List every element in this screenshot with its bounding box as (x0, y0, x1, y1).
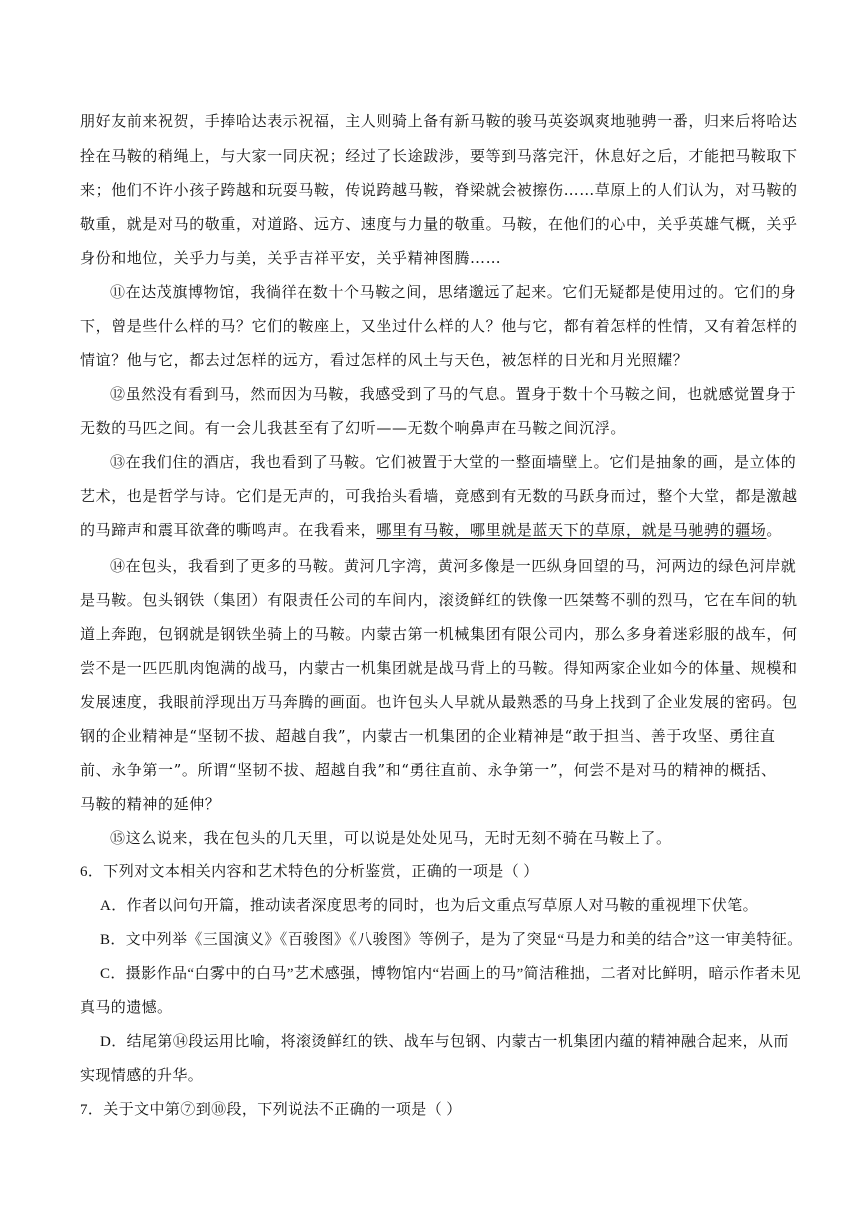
paragraph-12-line-2: 无数的马匹之间。有一会儿我甚至有了幻听——无数个响鼻声在马鞍之间沉浮。 (80, 419, 627, 437)
paragraph-14-line-6: 钢的企业精神是“坚韧不拔、超越自我”，内蒙古一机集团的企业精神是“敢于担当、善于攻坚、勇往直 (80, 727, 776, 745)
question-6-option-b: B．文中列举《三国演义》《百骏图》《八骏图》等例子，是为了突显“马是力和美的结合”这一审美特征。 (100, 932, 803, 948)
question-6-stem: 6．下列对文本相关内容和艺术特色的分析鉴赏，正确的一项是（ ） (80, 864, 539, 880)
paragraph-14-line-1: ⑭在包头，我看到了更多的马鞍。黄河几字湾，黄河多像是一匹纵身回望的马，河两边的绿色河岸就 (110, 557, 797, 575)
question-6-option-c-cont: 真马的遗憾。 (80, 1000, 173, 1016)
underlined-sentence: 哪里有马鞍，哪里就是蓝天下的草原，就是马驰骋的疆场 (376, 521, 767, 539)
paragraph-14-line-8: 马鞍的精神的延伸？ (80, 795, 221, 813)
paragraph-14-line-5: 发展速度，我眼前浮现出万马奔腾的画面。也许包头人早就从最熟悉的马身上找到了企业发展的密码。包 (80, 693, 798, 711)
question-7-stem: 7．关于文中第⑦到⑩段，下列说法不正确的一项是（ ） (80, 1102, 462, 1118)
paragraph-10-line-5: 身份和地位，关乎力与美，关乎吉祥平安，关乎精神图腾…… (80, 249, 502, 267)
paragraph-13-line-2: 艺术，也是哲学与诗。它们是无声的，可我抬头看墙，竟感到有无数的马跃身而过，整个大堂，都是激越 (80, 487, 798, 505)
question-6-option-a: A．作者以问句开篇，推动读者深度思考的同时，也为后文重点写草原人对马鞍的重视埋下伏笔。 (100, 898, 759, 914)
paragraph-14-line-7: 前、永争第一”。所谓“坚韧不拔、超越自我”和“勇往直前、永争第一”，何尝不是对马的精神的概括、 (80, 761, 777, 779)
paragraph-12-line-1: ⑫虽然没有看到马，然而因为马鞍，我感受到了马的气息。置身于数十个马鞍之间，也就感觉置身于 (110, 385, 797, 403)
question-6-option-d: D．结尾第⑭段运用比喻，将滚烫鲜红的铁、战车与包钢、内蒙古一机集团内蕴的精神融合起来，从而 (100, 1034, 789, 1050)
paragraph-14-line-2: 是马鞍。包头钢铁（集团）有限责任公司的车间内，滚烫鲜红的铁像一匹桀骜不驯的烈马，它在车间的轨 (80, 591, 798, 609)
paragraph-13-text: 的马蹄声和震耳欲聋的嘶鸣声。在我看来， (80, 521, 377, 539)
paragraph-11-line-1: ⑪在达茂旗博物馆，我徜徉在数十个马鞍之间，思绪邈远了起来。它们无疑都是使用过的。它们的身 (110, 283, 797, 301)
question-6-option-c: C．摄影作品“白雾中的白马”艺术感强，博物馆内“岩画上的马”简洁稚拙，二者对比鲜明，暗示作者未见 (100, 966, 801, 982)
paragraph-14-line-4: 尝不是一匹匹肌肉饱满的战马，内蒙古一机集团就是战马背上的马鞍。得知两家企业如今的体量、规模和 (80, 659, 798, 677)
paragraph-10-line-1: 朋好友前来祝贺，手捧哈达表示祝福，主人则骑上备有新马鞍的骏马英姿飒爽地驰骋一番，归来后将哈达 (80, 112, 798, 130)
paragraph-11-line-2: 下，曾是些什么样的马？它们的鞍座上，又坐过什么样的人？他与它，都有着怎样的性情，又有着怎样的 (80, 317, 798, 335)
paragraph-13-line-3 (80, 520, 783, 540)
paragraph-15: ⑮这么说来，我在包头的几天里，可以说是处处见马，无时无刻不骑在马鞍上了。 (110, 829, 672, 847)
paragraph-14-line-3: 道上奔跑，包钢就是钢铁坐骑上的马鞍。内蒙古第一机械集团有限公司内，那么多身着迷彩服的战车，何 (80, 625, 798, 643)
paragraph-10-line-2: 拴在马鞍的稍绳上，与大家一同庆祝；经过了长途跋涉，要等到马落完汗，休息好之后，才能把马鞍取下 (80, 147, 798, 165)
paragraph-13-end: 。 (766, 521, 783, 539)
paragraph-13-line-1: ⑬在我们住的酒店，我也看到了马鞍。它们被置于大堂的一整面墙壁上。它们是抽象的画，是立体的 (110, 453, 797, 471)
paragraph-11-line-3: 情谊？他与它，都去过怎样的远方，看过怎样的风土与天色，被怎样的日光和月光照耀？ (80, 351, 689, 369)
paragraph-10-line-4: 敬重，就是对马的敬重，对道路、远方、速度与力量的敬重。马鞍，在他们的心中，关乎英雄气概，关乎 (80, 215, 798, 233)
question-6-option-d-cont: 实现情感的升华。 (80, 1068, 204, 1084)
paragraph-10-line-3: 来；他们不许小孩子跨越和玩耍马鞍，传说跨越马鞍，脊梁就会被擦伤……草原上的人们认为，对马鞍的 (80, 181, 798, 199)
